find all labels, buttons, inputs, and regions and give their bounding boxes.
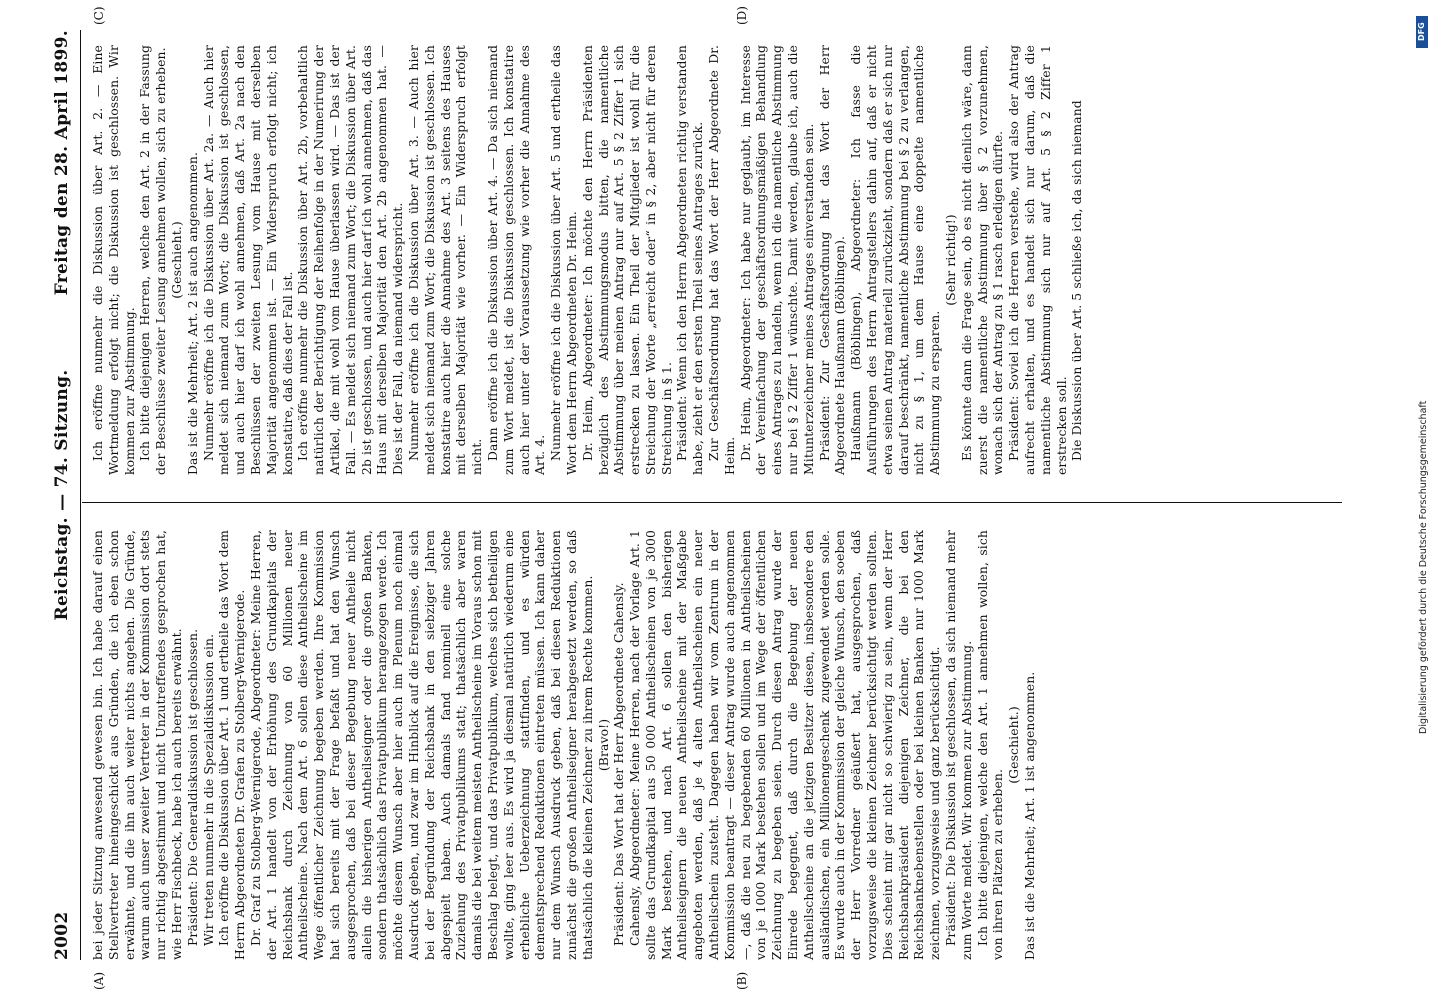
paragraph: (Geschieht.)	[168, 221, 184, 299]
paragraph: Präsident: Wenn ich den Herrn Abgeordneten richtig verstanden habe, zieht er den ersten Theil seines Antrages zurück.	[674, 45, 706, 475]
digitization-sidebar	[1412, 8, 1430, 992]
margin-mark-a: (A)	[92, 971, 106, 990]
header-rule	[80, 30, 81, 960]
paragraph: Dann eröffne ich die Diskussion über Art. 4. — Da sich niemand zum Wort meldet, ist die Diskussion geschlossen. Ich konstatire auch hier unter der Voraussetzung wie vorher die Annahme des Art. 4.	[484, 45, 548, 475]
paragraph: Dr. Graf zu Stolberg-Wernigerode, Abgeordneter: Meine Herren, der Art. 1 handelt von der Erhöhung des Grundkapitals der Reichsbank durch Zeichnung von 60 Millionen neuer Antheilscheine. Nach dem Art. 6 sollen diese Antheilscheine im Wege öffentlicher Zeichnung begeben werden. Ihre Kommission hat sich bereits mit der Frage befaßt und hat den Wunsch ausgesprochen, daß bei dieser Begebung neuer Antheile nicht allein die bisherigen Antheilseigner oder die großen Banken, sondern thatsächlich das Privatpublikum herangezogen werde. Ich möchte diesem Wunsch aber hier auch im Plenum noch einmal Ausdruck geben, und zwar im Hinblick auf die Ereignisse, die sich bei der Begründung der Reichsbank in den siebziger Jahren abgespielt haben. Auch damals fand nominell eine solche Zuziehung des Privatpublikums statt; thatsächlich aber waren damals die bei weitem meisten Antheilscheine im Voraus schon mit Beschlag belegt, und das Privatpublikum, welches sich betheiligen wollte, ging leer aus. Es wird ja diesmal natürlich wiederum eine erhebliche Ueberzeichnung stattfinden, und es würden dementsprechend Reduktionen eintreten müssen. Ich kann daher nur dem Wunsch Ausdruck geben, daß bei diesen Reduktionen zunächst die großen Antheilseigner herabgesetzt werden, so daß thatsächlich die kleinen Zeichner zu ihrem Rechte kommen.	[247, 530, 595, 960]
margin-mark-d: (D)	[735, 6, 749, 25]
paragraph: Ich eröffne nunmehr die Diskussion über Art. 2. — Eine Wortmeldung erfolgt nicht; die Diskussion ist geschlossen. Wir kommen zur Abstimmung.	[90, 45, 137, 475]
paragraph: Präsident: Zur Geschäftsordnung hat das Wort der Herr Abgeordnete Haußmann (Böblingen).	[816, 45, 848, 475]
paragraph: Die Diskussion über Art. 5 schließe ich, da sich niemand	[1069, 100, 1085, 461]
left-text-column	[90, 530, 1038, 960]
paragraph: Ich bitte diejenigen, welche den Art. 1 annehmen wollen, sich von ihren Plätzen zu erheben.	[974, 530, 1006, 960]
paragraph: Haußmann (Böblingen), Abgeordneter: Ich fasse die Ausführungen des Herrn Antragstellers dahin auf, daß er nicht etwa seinen Antrag materiell zurückzieht, sondern daß er sich nur darauf beschränkt, namentliche Abstimmung bei § 2 zu verlangen, nicht zu § 1, um dem Hause eine doppelte namentliche Abstimmung zu ersparen.	[848, 45, 943, 475]
margin-mark-c: (C)	[92, 6, 106, 25]
paragraph: Zur Geschäftsordnung hat das Wort der Herr Abgeordnete Dr. Heim.	[706, 45, 737, 475]
paragraph: bei jeder Sitzung anwesend gewesen bin. Ich habe darauf einen Stellvertreter hineingeschickt aus Gründen, die ich eben schon erwähnte, und die ihn auch weiter nichts angehen. Die Gründe, warum auch unser zweiter Vertreter in der Kommission dort stets nur richtig abgestimmt und nicht Unzutreffendes gesprochen hat, wie Herr Fischbeck, habe ich auch bereits erwähnt.	[90, 530, 184, 960]
paragraph: Nunmehr eröffne ich die Diskussion über Art. 3. — Auch hier meldet sich niemand zum Wort; die Diskussion ist geschlossen. Ich konstatire auch hier die Annahme des Art. 3 seitens des Hauses mit derselben Majorität wie vorher. — Ein Widerspruch erfolgt nicht.	[405, 45, 485, 475]
paragraph: Wir treten nunmehr in die Spezialdiskussion ein.	[200, 633, 216, 946]
paragraph: (Sehr richtig!)	[943, 214, 959, 306]
paragraph: Präsident: Soviel ich die Herren verstehe, wird also der Antrag aufrecht erhalten, und es handelt sich nur darum, daß die namentliche Abstimmung sich nur auf Art. 5 § 2 Ziffer 1 erstrecken soll.	[1006, 45, 1069, 475]
column-divider	[82, 502, 1342, 503]
page-number: 2002	[52, 911, 72, 960]
paragraph: Cahensly, Abgeordneter: Meine Herren, nach der Vorlage Art. 1 sollte das Grundkapital aus 50 000 Antheilscheinen von je 3000 Mark bestehen, und nach Art. 6 sollen den bisherigen Antheilseignern die neuen Antheilscheine mit der Maßgabe angeboten werden, daß je 4 alten Antheilscheinen ein neuer Antheilschein zusteht. Dagegen haben wir vom Zentrum in der Kommission beantragt — dieser Antrag wurde auch angenommen —, daß die neu zu begebenden 60 Millionen in Antheilscheinen von je 1000 Mark bestehen sollen und im Wege der öffentlichen Zeichnung zu begeben seien. Durch diesen Antrag wurde der Einrede begegnet, daß durch die Begebung der neuen Antheilscheine an die jetzigen Besitzer diesen, insbesondere den ausländischen, ein Millionengeschenk zugewendet werden solle. Es wurde auch in der Kommission der gleiche Wunsch, den soeben der Herr Vorredner geäußert hat, ausgesprochen, daß vorzugsweise die kleinen Zeichner berücksichtigt werden sollten. Dies scheint mir gar nicht so schwierig zu sein, wenn der Herr Reichsbankpräsident diejenigen Zeichner, die bei den Reichsbanknebenstellen oder bei kleinen Banken nur 1000 Mark zeichnen, vorzugsweise und ganz berücksichtigt.	[627, 530, 943, 960]
paragraph: Nunmehr eröffne ich die Diskussion über Art. 2a. — Auch hier meldet sich niemand zum Wort; die Diskussion ist geschlossen, und auch hier darf ich wohl annehmen, daß Art. 2a nach den Beschlüssen der zweiten Lesung vom Hause mit derselben Majorität angenommen ist. — Ein Widerspruch erfolgt nicht; ich konstatire, daß dies der Fall ist.	[200, 45, 295, 475]
right-text-column	[90, 45, 1085, 475]
paragraph: Präsident: Das Wort hat der Herr Abgeordnete Cahensly.	[611, 582, 627, 946]
paragraph: Präsident: Die Generaldiskussion ist geschlossen.	[184, 628, 200, 946]
page-header	[52, 30, 78, 960]
paragraph: (Bravo!)	[595, 718, 611, 772]
paragraph: Das ist die Mehrheit; Art. 2 ist auch angenommen.	[184, 151, 200, 475]
paragraph: Nunmehr eröffne ich die Diskussion über Art. 5 und ertheile das Wort dem Herrn Abgeordneten Dr. Heim.	[548, 45, 579, 475]
paragraph: Ich eröffne nunmehr die Diskussion über Art. 2b, vorbehaltlich natürlich der Berichtigung der Reihenfolge in der Numerirung der Artikel, die mit wohl vom Hause überlassen wird. — Das ist der Fall. — Es meldet sich niemand zum Wort; die Diskussion über Art. 2b ist geschlossen, und auch hier darf ich wohl annehmen, daß das Haus mit derselben Majorität den Art. 2b angenommen hat. — Dies ist der Fall, da niemand widerspricht.	[295, 45, 406, 475]
paragraph: Dr. Heim, Abgeordneter: Ich möchte den Herrn Präsidenten bezüglich des Abstimmungsmodus bitten, die namentliche Abstimmung über meinen Antrag nur auf Art. 5 § 2 Ziffer 1 sich erstrecken zu lassen. Ein Theil der Mitglieder ist wohl für die Streichung der Worte „erreicht oder“ in § 2, aber nicht für deren Streichung in § 1.	[579, 45, 674, 475]
paragraph: (Geschieht.)	[1006, 706, 1022, 784]
paragraph: Dr. Heim, Abgeordneter: Ich habe nur geglaubt, im Interesse der Vereinfachung der geschäftsordnungsmäßigen Behandlung eines Antrages zu handeln, wenn ich die namentliche Abstimmung nur bei § 2 Ziffer 1 wünschte. Damit werden, glaube ich, auch die Mitunterzeichner meines Antrages einverstanden sein.	[737, 45, 816, 475]
dfg-logo: DFG	[1416, 16, 1428, 48]
session-title: Reichstag. — 74. Sitzung.	[52, 369, 72, 621]
paragraph: Ich bitte diejenigen Herren, welche den Art. 2 in der Fassung der Beschlüsse zweiter Lesung annehmen wollen, sich zu erheben.	[137, 45, 169, 475]
paragraph: Ich eröffne die Diskussion über Art. 1 und ertheile das Wort dem Herrn Abgeordneten Dr. Grafen zu Stolberg-Wernigerode.	[216, 530, 248, 960]
paragraph: Es könnte dann die Frage sein, ob es nicht dienlich wäre, dann zuerst die namentliche Abstimmung über § 2 vorzunehmen, wonach sich der Antrag zu § 1 rasch erledigen dürfte.	[958, 45, 1006, 475]
paragraph: Das ist die Mehrheit; Art. 1 ist angenommen.	[1022, 671, 1038, 960]
margin-mark-b: (B)	[735, 971, 749, 990]
paragraph: Präsident: Die Diskussion ist geschlossen, da sich niemand mehr zum Worte meldet. Wir kommen zur Abstimmung.	[943, 530, 974, 960]
session-date: Freitag den 28. April 1899.	[52, 30, 72, 296]
digitization-credit: Digitalisierung gefördert durch die Deutsche Forschungsgemeinschaft	[1418, 400, 1429, 734]
